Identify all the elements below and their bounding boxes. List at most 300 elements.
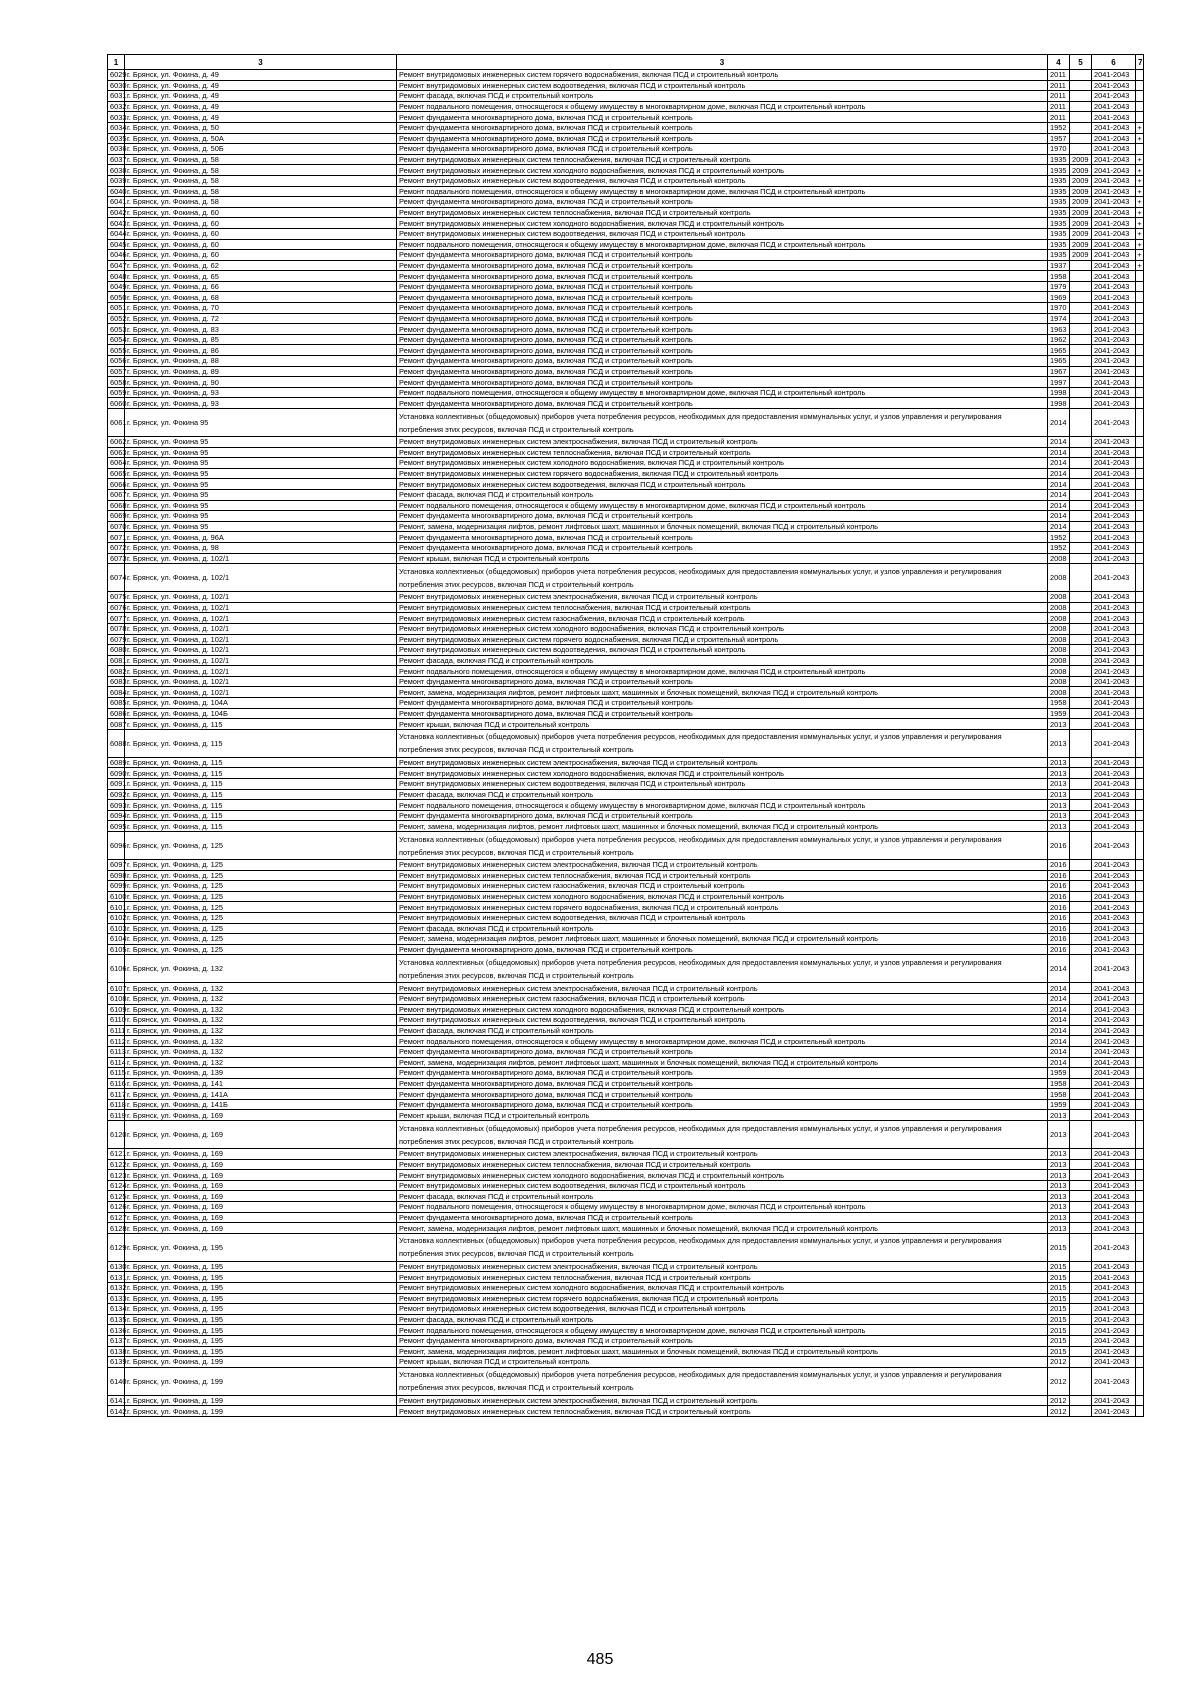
cell-row-number: 6085 <box>108 698 125 709</box>
cell-flag <box>1136 542 1144 553</box>
cell-flag <box>1136 1015 1144 1026</box>
cell-planned-period: 2041-2043 <box>1092 821 1136 832</box>
cell-row-number: 6046 <box>108 250 125 261</box>
cell-address: г. Брянск, ул. Фокина, д. 102/1 <box>125 687 397 698</box>
cell-address: г. Брянск, ул. Фокина, д. 115 <box>125 757 397 768</box>
cell-address: г. Брянск, ул. Фокина, д. 58 <box>125 186 397 197</box>
cell-row-number: 6125 <box>108 1191 125 1202</box>
cell-work-type: Установка коллективных (общедомовых) приборов учета потребления ресурсов, необходимых для предоставления коммунальных услуг, и узлов управления и регулирования потребления этих ресурсов, включая ПСД и строительный контроль <box>397 564 1048 592</box>
cell-row-number: 6060 <box>108 398 125 409</box>
header-col-5: 5 <box>1070 55 1092 70</box>
cell-repair-year <box>1070 1068 1092 1079</box>
table-row <box>108 437 1144 448</box>
cell-flag: + <box>1137 260 1142 270</box>
cell-row-number: 6132 <box>108 1283 125 1294</box>
cell-flag: + <box>1137 208 1142 218</box>
cell-planned-period: 2041-2043 <box>1092 366 1136 377</box>
cell-planned-period: 2041-2043 <box>1092 1057 1136 1068</box>
cell-work-type: Установка коллективных (общедомовых) приборов учета потребления ресурсов, необходимых для предоставления коммунальных услуг, и узлов управления и регулирования потребления этих ресурсов, включая ПСД и строительный контроль <box>397 832 1048 860</box>
cell-address: г. Брянск, ул. Фокина, д. 86 <box>125 345 397 356</box>
cell-row-number: 6130 <box>108 1261 125 1272</box>
cell-work-type: Ремонт внутридомовых инженерных систем электроснабжения, включая ПСД и строительный контроль <box>397 1395 1048 1406</box>
cell-work-type: Ремонт внутридомовых инженерных систем водоотведения, включая ПСД и строительный контроль <box>397 228 1048 239</box>
cell-work-type: Ремонт внутридомовых инженерных систем газоснабжения, включая ПСД и строительный контроль <box>397 993 1048 1004</box>
cell-repair-year: 2009 <box>1070 175 1092 186</box>
cell-row-number: 6029 <box>108 70 125 81</box>
cell-build-year: 1963 <box>1048 324 1070 335</box>
cell-address: г. Брянск, ул. Фокина, д. 58 <box>125 154 397 165</box>
cell-flag <box>1136 532 1144 543</box>
cell-repair-year <box>1070 923 1092 934</box>
table-row <box>108 409 1144 437</box>
cell-build-year: 1974 <box>1048 313 1070 324</box>
table-row <box>108 1025 1144 1036</box>
cell-row-number: 6036 <box>108 144 125 155</box>
cell-repair-year <box>1070 366 1092 377</box>
cell-address: г. Брянск, ул. Фокина, д. 102/1 <box>125 676 397 687</box>
cell-repair-year <box>1070 281 1092 292</box>
cell-planned-period: 2041-2043 <box>1092 207 1136 218</box>
cell-row-number: 6037 <box>108 154 125 165</box>
cell-repair-year <box>1070 260 1092 271</box>
cell-planned-period: 2041-2043 <box>1092 1357 1136 1368</box>
cell-work-type: Ремонт фундамента многоквартирного дома, включая ПСД и строительный контроль <box>397 810 1048 821</box>
cell-row-number: 6057 <box>108 366 125 377</box>
cell-address: г. Брянск, ул. Фокина, д. 195 <box>125 1283 397 1294</box>
cell-address: г. Брянск, ул. Фокина, д. 102/1 <box>125 592 397 603</box>
cell-flag: + <box>1137 197 1142 207</box>
table-row <box>108 101 1144 112</box>
cell-work-type: Ремонт крыши, включая ПСД и строительный контроль <box>397 1357 1048 1368</box>
cell-planned-period: 2041-2043 <box>1092 133 1136 144</box>
cell-repair-year: 2009 <box>1070 154 1092 165</box>
cell-row-number: 6059 <box>108 387 125 398</box>
cell-build-year: 2008 <box>1048 645 1070 656</box>
cell-flag <box>1136 719 1144 730</box>
cell-planned-period: 2041-2043 <box>1092 1191 1136 1202</box>
cell-address: г. Брянск, ул. Фокина, д. 169 <box>125 1212 397 1223</box>
table-row <box>108 708 1144 719</box>
cell-build-year: 1958 <box>1048 1089 1070 1100</box>
cell-build-year: 1958 <box>1048 1078 1070 1089</box>
cell-row-number: 6103 <box>108 923 125 934</box>
cell-build-year: 2014 <box>1048 458 1070 469</box>
cell-row-number: 6070 <box>108 521 125 532</box>
cell-work-type: Ремонт внутридомовых инженерных систем электроснабжения, включая ПСД и строительный контроль <box>397 1261 1048 1272</box>
table-row <box>108 860 1144 871</box>
cell-flag <box>1136 1099 1144 1110</box>
table-row <box>108 800 1144 811</box>
cell-flag <box>1136 458 1144 469</box>
cell-repair-year <box>1070 398 1092 409</box>
cell-planned-period: 2041-2043 <box>1092 1099 1136 1110</box>
cell-work-type: Ремонт фундамента многоквартирного дома, включая ПСД и строительный контроль <box>397 324 1048 335</box>
cell-planned-period: 2041-2043 <box>1092 1283 1136 1294</box>
cell-row-number: 6063 <box>108 447 125 458</box>
cell-address: г. Брянск, ул. Фокина, д. 58 <box>125 197 397 208</box>
cell-work-type: Ремонт фундамента многоквартирного дома, включая ПСД и строительный контроль <box>397 708 1048 719</box>
cell-address: г. Брянск, ул. Фокина, д. 49 <box>125 112 397 123</box>
cell-build-year: 2013 <box>1048 779 1070 790</box>
cell-planned-period: 2041-2043 <box>1092 553 1136 564</box>
cell-planned-period: 2041-2043 <box>1092 564 1136 592</box>
cell-address: г. Брянск, ул. Фокина 95 <box>125 521 397 532</box>
cell-build-year: 1935 <box>1048 197 1070 208</box>
cell-address: г. Брянск, ул. Фокина, д. 169 <box>125 1159 397 1170</box>
cell-planned-period: 2041-2043 <box>1092 623 1136 634</box>
cell-repair-year <box>1070 870 1092 881</box>
cell-planned-period: 2041-2043 <box>1092 860 1136 871</box>
cell-row-number: 6038 <box>108 165 125 176</box>
cell-address: г. Брянск, ул. Фокина, д. 115 <box>125 768 397 779</box>
cell-build-year: 1959 <box>1048 1099 1070 1110</box>
cell-planned-period: 2041-2043 <box>1092 532 1136 543</box>
cell-planned-period: 2041-2043 <box>1092 881 1136 892</box>
cell-build-year: 2008 <box>1048 634 1070 645</box>
cell-planned-period: 2041-2043 <box>1092 1233 1136 1261</box>
cell-flag: + <box>1137 165 1142 175</box>
cell-row-number: 6056 <box>108 356 125 367</box>
cell-build-year: 2014 <box>1048 437 1070 448</box>
cell-row-number: 6043 <box>108 218 125 229</box>
cell-repair-year <box>1070 602 1092 613</box>
table-row <box>108 757 1144 768</box>
cell-build-year: 2014 <box>1048 1046 1070 1057</box>
cell-row-number: 6090 <box>108 768 125 779</box>
cell-repair-year: 2009 <box>1070 250 1092 261</box>
cell-planned-period: 2041-2043 <box>1092 1170 1136 1181</box>
cell-build-year: 2014 <box>1048 521 1070 532</box>
cell-row-number: 6127 <box>108 1212 125 1223</box>
cell-planned-period: 2041-2043 <box>1092 768 1136 779</box>
table-row <box>108 1068 1144 1079</box>
cell-flag <box>1136 1180 1144 1191</box>
table-row <box>108 1233 1144 1261</box>
cell-planned-period: 2041-2043 <box>1092 101 1136 112</box>
cell-planned-period: 2041-2043 <box>1092 1367 1136 1395</box>
table-row <box>108 468 1144 479</box>
cell-address: г. Брянск, ул. Фокина, д. 199 <box>125 1406 397 1417</box>
cell-address: г. Брянск, ул. Фокина, д. 83 <box>125 324 397 335</box>
cell-planned-period: 2041-2043 <box>1092 91 1136 102</box>
cell-repair-year <box>1070 409 1092 437</box>
cell-repair-year <box>1070 1314 1092 1325</box>
cell-repair-year <box>1070 708 1092 719</box>
cell-build-year: 1952 <box>1048 542 1070 553</box>
cell-repair-year <box>1070 800 1092 811</box>
cell-build-year: 2015 <box>1048 1293 1070 1304</box>
cell-row-number: 6106 <box>108 955 125 983</box>
table-row <box>108 821 1144 832</box>
table-row <box>108 655 1144 666</box>
cell-flag <box>1136 779 1144 790</box>
cell-planned-period: 2041-2043 <box>1092 1406 1136 1417</box>
cell-planned-period: 2041-2043 <box>1092 458 1136 469</box>
table-row <box>108 602 1144 613</box>
cell-planned-period: 2041-2043 <box>1092 356 1136 367</box>
cell-repair-year <box>1070 912 1092 923</box>
cell-row-number: 6068 <box>108 500 125 511</box>
cell-work-type: Ремонт, замена, модернизация лифтов, ремонт лифтовых шахт, машинных и блочных помещений, включая ПСД и строительный контроль <box>397 1057 1048 1068</box>
cell-build-year: 2016 <box>1048 891 1070 902</box>
cell-flag <box>1136 398 1144 409</box>
cell-row-number: 6110 <box>108 1015 125 1026</box>
cell-row-number: 6047 <box>108 260 125 271</box>
cell-flag <box>1136 698 1144 709</box>
cell-planned-period: 2041-2043 <box>1092 810 1136 821</box>
cell-address: г. Брянск, ул. Фокина, д. 195 <box>125 1293 397 1304</box>
cell-work-type: Ремонт внутридомовых инженерных систем водоотведения, включая ПСД и строительный контроль <box>397 175 1048 186</box>
cell-repair-year <box>1070 821 1092 832</box>
cell-work-type: Ремонт подвального помещения, относящегося к общему имуществу в многоквартирном доме, включая ПСД и строительный контроль <box>397 239 1048 250</box>
table-row <box>108 1212 1144 1223</box>
cell-work-type: Ремонт внутридомовых инженерных систем горячего водоснабжения, включая ПСД и строительный контроль <box>397 468 1048 479</box>
cell-row-number: 6102 <box>108 912 125 923</box>
table-row <box>108 789 1144 800</box>
cell-planned-period: 2041-2043 <box>1092 281 1136 292</box>
cell-address: г. Брянск, ул. Фокина, д. 102/1 <box>125 645 397 656</box>
cell-repair-year <box>1070 655 1092 666</box>
cell-build-year: 2012 <box>1048 1395 1070 1406</box>
cell-build-year: 2016 <box>1048 902 1070 913</box>
cell-work-type: Ремонт, замена, модернизация лифтов, ремонт лифтовых шахт, машинных и блочных помещений, включая ПСД и строительный контроль <box>397 687 1048 698</box>
cell-address: г. Брянск, ул. Фокина, д. 195 <box>125 1346 397 1357</box>
cell-planned-period: 2041-2043 <box>1092 634 1136 645</box>
table-row <box>108 186 1144 197</box>
cell-repair-year: 2009 <box>1070 239 1092 250</box>
table-row <box>108 1272 1144 1283</box>
cell-build-year: 2008 <box>1048 613 1070 624</box>
cell-address: г. Брянск, ул. Фокина, д. 125 <box>125 902 397 913</box>
cell-repair-year <box>1070 1346 1092 1357</box>
cell-planned-period: 2041-2043 <box>1092 1089 1136 1100</box>
cell-flag <box>1136 1004 1144 1015</box>
cell-flag <box>1136 1191 1144 1202</box>
cell-address: г. Брянск, ул. Фокина, д. 49 <box>125 70 397 81</box>
cell-repair-year <box>1070 1110 1092 1121</box>
cell-row-number: 6061 <box>108 409 125 437</box>
cell-repair-year <box>1070 860 1092 871</box>
cell-row-number: 6052 <box>108 313 125 324</box>
cell-flag <box>1136 1202 1144 1213</box>
table-row <box>108 891 1144 902</box>
cell-work-type: Ремонт внутридомовых инженерных систем водоотведения, включая ПСД и строительный контроль <box>397 80 1048 91</box>
cell-build-year: 1969 <box>1048 292 1070 303</box>
cell-planned-period: 2041-2043 <box>1092 154 1136 165</box>
cell-row-number: 6105 <box>108 944 125 955</box>
cell-work-type: Ремонт фундамента многоквартирного дома, включая ПСД и строительный контроль <box>397 377 1048 388</box>
cell-repair-year <box>1070 810 1092 821</box>
cell-work-type: Ремонт внутридомовых инженерных систем теплоснабжения, включая ПСД и строительный контроль <box>397 1406 1048 1417</box>
cell-build-year: 2012 <box>1048 1406 1070 1417</box>
cell-flag <box>1136 409 1144 437</box>
cell-work-type: Ремонт внутридомовых инженерных систем теплоснабжения, включая ПСД и строительный контроль <box>397 602 1048 613</box>
cell-work-type: Ремонт фундамента многоквартирного дома, включая ПСД и строительный контроль <box>397 1089 1048 1100</box>
table-row <box>108 912 1144 923</box>
cell-planned-period: 2041-2043 <box>1092 489 1136 500</box>
cell-work-type: Ремонт внутридомовых инженерных систем холодного водоснабжения, включая ПСД и строительный контроль <box>397 1170 1048 1181</box>
cell-planned-period: 2041-2043 <box>1092 789 1136 800</box>
cell-build-year: 2011 <box>1048 70 1070 81</box>
cell-row-number: 6086 <box>108 708 125 719</box>
cell-planned-period: 2041-2043 <box>1092 1304 1136 1315</box>
cell-repair-year <box>1070 1004 1092 1015</box>
cell-row-number: 6141 <box>108 1395 125 1406</box>
cell-flag <box>1136 1261 1144 1272</box>
cell-row-number: 6078 <box>108 623 125 634</box>
cell-work-type: Ремонт фасада, включая ПСД и строительный контроль <box>397 789 1048 800</box>
cell-row-number: 6041 <box>108 197 125 208</box>
cell-flag <box>1136 891 1144 902</box>
cell-address: г. Брянск, ул. Фокина, д. 125 <box>125 881 397 892</box>
cell-repair-year <box>1070 634 1092 645</box>
table-row <box>108 1057 1144 1068</box>
cell-address: г. Брянск, ул. Фокина, д. 195 <box>125 1261 397 1272</box>
cell-repair-year <box>1070 719 1092 730</box>
cell-row-number: 6077 <box>108 613 125 624</box>
cell-planned-period: 2041-2043 <box>1092 468 1136 479</box>
cell-flag <box>1136 944 1144 955</box>
cell-planned-period: 2041-2043 <box>1092 676 1136 687</box>
cell-work-type: Ремонт фундамента многоквартирного дома, включая ПСД и строительный контроль <box>397 334 1048 345</box>
cell-work-type: Ремонт фасада, включая ПСД и строительный контроль <box>397 923 1048 934</box>
cell-build-year: 2015 <box>1048 1314 1070 1325</box>
table-row <box>108 511 1144 522</box>
cell-row-number: 6053 <box>108 324 125 335</box>
cell-flag <box>1136 1170 1144 1181</box>
cell-repair-year <box>1070 334 1092 345</box>
cell-planned-period: 2041-2043 <box>1092 1159 1136 1170</box>
table-row <box>108 1099 1144 1110</box>
cell-build-year: 2015 <box>1048 1335 1070 1346</box>
cell-build-year: 2013 <box>1048 1191 1070 1202</box>
cell-build-year: 2011 <box>1048 112 1070 123</box>
cell-address: г. Брянск, ул. Фокина, д. 125 <box>125 912 397 923</box>
cell-build-year: 2013 <box>1048 1212 1070 1223</box>
cell-flag <box>1136 101 1144 112</box>
cell-address: г. Брянск, ул. Фокина 95 <box>125 409 397 437</box>
cell-build-year: 2015 <box>1048 1346 1070 1357</box>
header-col-2: 3 <box>125 55 397 70</box>
cell-row-number: 6050 <box>108 292 125 303</box>
cell-planned-period: 2041-2043 <box>1092 1212 1136 1223</box>
cell-address: г. Брянск, ул. Фокина, д. 132 <box>125 1046 397 1057</box>
cell-repair-year <box>1070 1406 1092 1417</box>
cell-planned-period: 2041-2043 <box>1092 757 1136 768</box>
cell-row-number: 6076 <box>108 602 125 613</box>
cell-build-year: 1957 <box>1048 133 1070 144</box>
cell-planned-period: 2041-2043 <box>1092 409 1136 437</box>
cell-build-year: 2012 <box>1048 1357 1070 1368</box>
cell-flag <box>1136 768 1144 779</box>
cell-repair-year <box>1070 623 1092 634</box>
cell-planned-period: 2041-2043 <box>1092 186 1136 197</box>
cell-planned-period: 2041-2043 <box>1092 923 1136 934</box>
cell-work-type: Установка коллективных (общедомовых) приборов учета потребления ресурсов, необходимых для предоставления коммунальных услуг, и узлов управления и регулирования потребления этих ресурсов, включая ПСД и строительный контроль <box>397 1233 1048 1261</box>
cell-build-year: 2011 <box>1048 91 1070 102</box>
cell-planned-period: 2041-2043 <box>1092 122 1136 133</box>
cell-repair-year <box>1070 1015 1092 1026</box>
cell-build-year: 2013 <box>1048 821 1070 832</box>
cell-repair-year: 2009 <box>1070 207 1092 218</box>
cell-repair-year <box>1070 377 1092 388</box>
cell-address: г. Брянск, ул. Фокина, д. 104А <box>125 698 397 709</box>
cell-planned-period: 2041-2043 <box>1092 1025 1136 1036</box>
cell-build-year: 2014 <box>1048 1015 1070 1026</box>
cell-flag <box>1136 1223 1144 1234</box>
cell-repair-year <box>1070 1335 1092 1346</box>
cell-planned-period: 2041-2043 <box>1092 500 1136 511</box>
cell-work-type: Ремонт фасада, включая ПСД и строительный контроль <box>397 655 1048 666</box>
table-row <box>108 313 1144 324</box>
cell-flag <box>1136 1293 1144 1304</box>
cell-row-number: 6079 <box>108 634 125 645</box>
cell-repair-year <box>1070 1025 1092 1036</box>
cell-repair-year <box>1070 437 1092 448</box>
cell-row-number: 6137 <box>108 1335 125 1346</box>
cell-flag <box>1136 1283 1144 1294</box>
table-row <box>108 133 1144 144</box>
table-row <box>108 1170 1144 1181</box>
cell-row-number: 6133 <box>108 1293 125 1304</box>
cell-address: г. Брянск, ул. Фокина, д. 70 <box>125 303 397 314</box>
cell-planned-period: 2041-2043 <box>1092 666 1136 677</box>
cell-planned-period: 2041-2043 <box>1092 719 1136 730</box>
cell-address: г. Брянск, ул. Фокина, д. 132 <box>125 955 397 983</box>
cell-row-number: 6129 <box>108 1233 125 1261</box>
cell-address: г. Брянск, ул. Фокина, д. 102/1 <box>125 623 397 634</box>
cell-build-year: 2014 <box>1048 1057 1070 1068</box>
table-row <box>108 613 1144 624</box>
cell-planned-period: 2041-2043 <box>1092 655 1136 666</box>
cell-row-number: 6111 <box>108 1025 125 1036</box>
table-row <box>108 1078 1144 1089</box>
table-row <box>108 334 1144 345</box>
cell-row-number: 6049 <box>108 281 125 292</box>
cell-build-year: 2008 <box>1048 564 1070 592</box>
page-number: 485 <box>586 1651 614 1668</box>
cell-work-type: Ремонт внутридомовых инженерных систем газоснабжения, включая ПСД и строительный контроль <box>397 881 1048 892</box>
cell-row-number: 6055 <box>108 345 125 356</box>
cell-planned-period: 2041-2043 <box>1092 800 1136 811</box>
cell-flag <box>1136 387 1144 398</box>
table-row <box>108 144 1144 155</box>
cell-flag <box>1136 983 1144 994</box>
cell-work-type: Ремонт фундамента многоквартирного дома, включая ПСД и строительный контроль <box>397 281 1048 292</box>
cell-address: г. Брянск, ул. Фокина, д. 199 <box>125 1395 397 1406</box>
cell-flag <box>1136 1078 1144 1089</box>
cell-row-number: 6108 <box>108 993 125 1004</box>
cell-row-number: 6119 <box>108 1110 125 1121</box>
cell-flag <box>1136 437 1144 448</box>
cell-row-number: 6067 <box>108 489 125 500</box>
cell-planned-period: 2041-2043 <box>1092 1202 1136 1213</box>
cell-flag <box>1136 1357 1144 1368</box>
cell-repair-year <box>1070 133 1092 144</box>
cell-repair-year <box>1070 934 1092 945</box>
cell-address: г. Брянск, ул. Фокина, д. 195 <box>125 1272 397 1283</box>
cell-planned-period: 2041-2043 <box>1092 1046 1136 1057</box>
cell-repair-year <box>1070 1159 1092 1170</box>
cell-planned-period: 2041-2043 <box>1092 1068 1136 1079</box>
cell-work-type: Ремонт фундамента многоквартирного дома, включая ПСД и строительный контроль <box>397 1078 1048 1089</box>
cell-build-year: 2016 <box>1048 923 1070 934</box>
cell-planned-period: 2041-2043 <box>1092 1395 1136 1406</box>
cell-flag <box>1136 832 1144 860</box>
cell-repair-year <box>1070 1212 1092 1223</box>
cell-row-number: 6074 <box>108 564 125 592</box>
cell-flag <box>1136 1367 1144 1395</box>
